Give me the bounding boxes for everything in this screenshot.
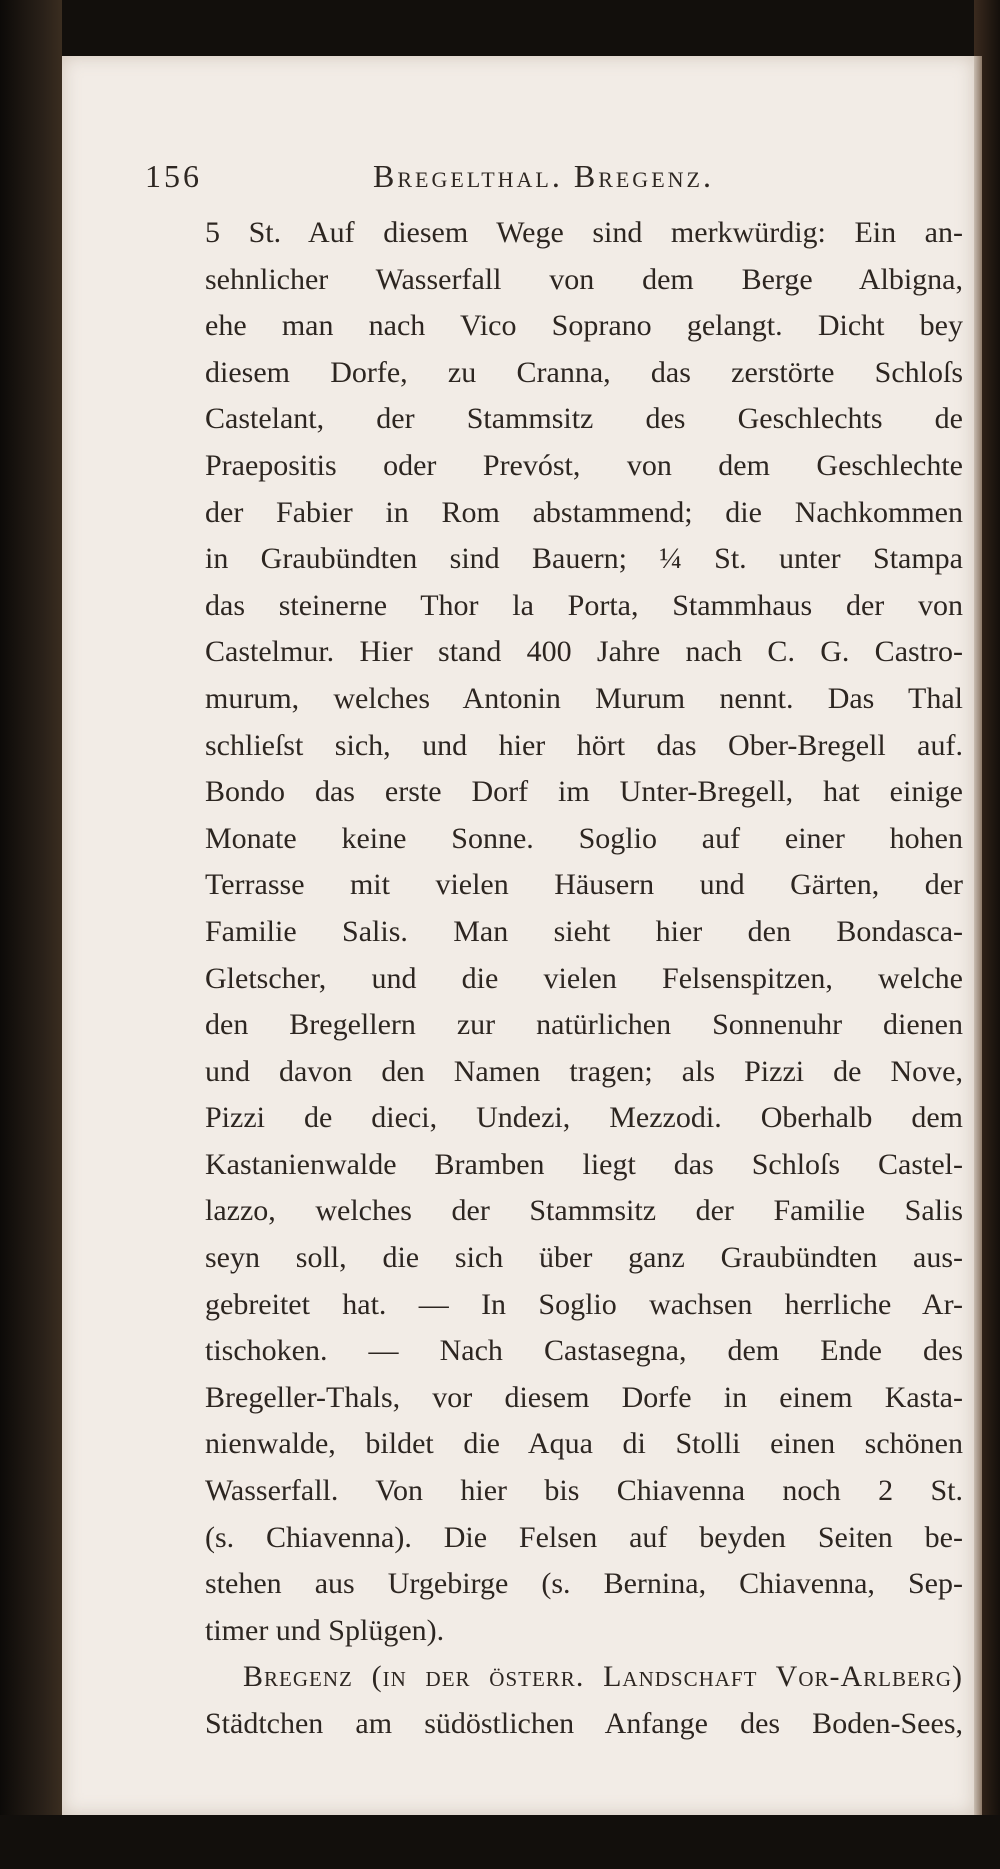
text-line: murum, welches Antonin Murum nennt. Das Thal xyxy=(205,681,963,715)
text-line: Städtchen am südöstlichen Anfange des Boden-Sees, xyxy=(205,1707,963,1740)
text-line: das steinerne Thor la Porta, Stammhaus der von xyxy=(205,588,963,622)
text-line: Kastanienwalde Bramben liegt das Schloſs Castel- xyxy=(205,1147,963,1181)
text-line: diesem Dorfe, zu Cranna, das zerstörte Schloſs xyxy=(205,355,963,389)
text-line: Terrasse mit vielen Häusern und Gärten, der xyxy=(205,868,963,902)
text-line: sehnlicher Wasserfall von dem Berge Albigna, xyxy=(205,262,963,296)
text-line: (s. Chiavenna). Die Felsen auf beyden Seiten be- xyxy=(205,1520,963,1554)
text-line: stehen aus Urgebirge (s. Bernina, Chiavenna, Sep- xyxy=(205,1567,963,1601)
scan-background-bottom xyxy=(0,1815,1000,1869)
text-line: Gletscher, und die vielen Felsenspitzen, welche xyxy=(205,961,963,995)
text-line: Castelmur. Hier stand 400 Jahre nach C. G. Castro- xyxy=(205,635,963,669)
text-line: seyn soll, die sich über ganz Graubündten aus- xyxy=(205,1241,963,1275)
text-line: den Bregellern zur natürlichen Sonnenuhr dienen xyxy=(205,1008,963,1042)
running-title: Bregelthal. Bregenz. xyxy=(373,158,714,194)
scan-background-left xyxy=(0,0,62,1869)
text-line: timer und Splügen). xyxy=(205,1613,445,1647)
text-line: nienwalde, bildet die Aqua di Stolli einen schönen xyxy=(205,1427,963,1461)
scan-background-top xyxy=(0,0,1000,56)
text-line: und davon den Namen tragen; als Pizzi de Nove, xyxy=(205,1054,963,1088)
text-line: Bregeller-Thals, vor diesem Dorfe in einem Kasta- xyxy=(205,1380,963,1414)
text-line: der Fabier in Rom abstammend; die Nachkommen xyxy=(205,495,963,529)
page-edge xyxy=(974,56,982,1815)
entry-heading-line: Bregenz (in der österr. Landschaft Vor-Arlberg) xyxy=(243,1660,963,1694)
text-line: in Graubündten sind Bauern; ¼ St. unter Stampa xyxy=(205,542,963,576)
text-line: gebreitet hat. — In Soglio wachsen herrliche Ar- xyxy=(205,1287,963,1321)
text-line: ehe man nach Vico Soprano gelangt. Dicht bey xyxy=(205,309,963,343)
running-head xyxy=(145,158,945,202)
text-line: Castelant, der Stammsitz des Geschlechts de xyxy=(205,402,963,436)
page-number: 156 xyxy=(145,158,202,194)
text-line: Wasserfall. Von hier bis Chiavenna noch 2 St. xyxy=(205,1474,963,1508)
text-line: tischoken. — Nach Castasegna, dem Ende des xyxy=(205,1334,963,1368)
text-line: 5 St. Auf diesem Wege sind merkwürdig: Ein an- xyxy=(205,216,963,249)
text-line: Bondo das erste Dorf im Unter-Bregell, hat einige xyxy=(205,775,963,809)
text-line: Pizzi de dieci, Undezi, Mezzodi. Oberhalb dem xyxy=(205,1101,963,1135)
text-line: Monate keine Sonne. Soglio auf einer hohen xyxy=(205,821,963,855)
body-text xyxy=(205,210,963,1748)
text-line: Familie Salis. Man sieht hier den Bondasca- xyxy=(205,914,963,948)
text-line: Praepositis oder Prevóst, von dem Geschlechte xyxy=(205,448,963,482)
text-line: lazzo, welches der Stammsitz der Familie Salis xyxy=(205,1194,963,1228)
text-line: schlieſst sich, und hier hört das Ober-Bregell auf. xyxy=(205,728,963,762)
